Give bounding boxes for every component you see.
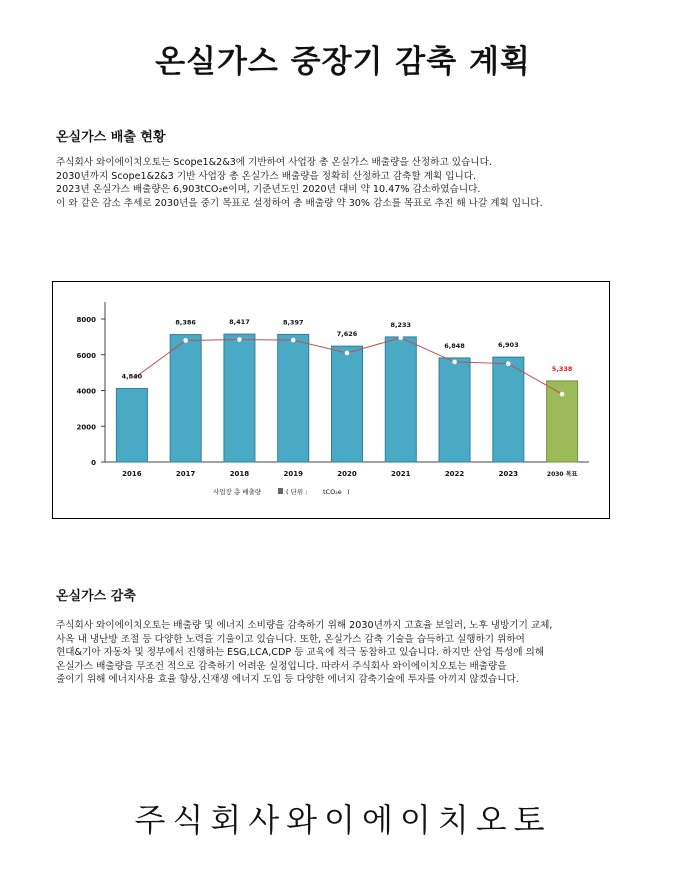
paragraph-line: 2030년까지 Scope1&2&3 기반 사업장 총 온실가스 배출량을 정확히 산정하고 감축할 계획 입니다. xyxy=(56,170,477,182)
bar xyxy=(116,388,147,462)
data-label: 5,338 xyxy=(551,364,573,373)
data-label: 6,848 xyxy=(444,341,465,350)
x-tick-label: 2021 xyxy=(391,470,411,478)
section-body-reduction xyxy=(56,619,616,687)
legend-label: 사업장 총 배출량 xyxy=(213,488,262,496)
data-label: 8,386 xyxy=(175,318,196,327)
paragraph-line: 사옥 내 냉난방 조절 등 다양한 노력을 기울이고 있습니다. 또한, 온실가스 감축 기술을 습득하고 실행하기 위하여 xyxy=(56,633,525,645)
bar xyxy=(385,337,416,462)
bar xyxy=(278,334,309,462)
paragraph-line: 주식회사 와이에이치오토는 Scope1&2&3에 기반하여 사업장 총 온실가스 배출량을 산정하고 있습니다. xyxy=(56,157,492,168)
emissions-chart xyxy=(52,281,610,519)
page-title: 온실가스 중장기 감축 계획 xyxy=(155,44,531,80)
bar xyxy=(170,335,201,462)
data-label: 8,417 xyxy=(229,318,250,327)
y-tick-label: 8000 xyxy=(76,316,96,324)
x-tick-label: 2023 xyxy=(498,470,519,478)
data-label: 8,233 xyxy=(390,320,412,329)
legend-swatch xyxy=(278,488,283,494)
trend-point xyxy=(453,360,457,364)
x-tick-label: 2017 xyxy=(175,470,196,478)
x-tick-label: 2019 xyxy=(283,470,303,478)
paragraph-line: 현대&기아 자동차 및 정부에서 진행하는 ESG,LCA,CDP 등 교육에 적극 동참하고 있습니다. 하지만 산업 특성에 의해 xyxy=(56,647,545,659)
bar xyxy=(224,334,255,462)
paragraph-line: 줄이기 위해 에너지사용 효율 향상,신재생 에너지 도입 등 다양한 에너지 감축기술에 투자를 아끼지 않겠습니다. xyxy=(56,674,519,686)
y-tick-label: 6000 xyxy=(76,351,96,360)
trend-point xyxy=(507,362,511,366)
x-tick-label: 2022 xyxy=(444,470,465,478)
paragraph-line: 2023년 온실가스 배출량은 6,903tCO₂e이며, 기준년도인 2020년 대비 약 10.47% 감소하였습니다. xyxy=(56,184,481,196)
y-tick-label: 4000 xyxy=(76,387,96,396)
x-tick-label: 2030 목표 xyxy=(546,471,578,478)
data-label: 6,903 xyxy=(498,341,519,350)
trend-point xyxy=(345,351,349,355)
legend-unit: tCO₂e xyxy=(323,488,342,496)
bar xyxy=(332,346,363,462)
company-name-footer: 주식회사와이에이치오토 xyxy=(134,801,552,839)
data-label: 7,626 xyxy=(336,330,358,339)
data-label: 4,840 xyxy=(121,372,143,381)
legend-unit-suffix: ) xyxy=(347,488,350,496)
trend-point xyxy=(291,338,295,342)
trend-point xyxy=(184,339,188,343)
x-tick-label: 2016 xyxy=(122,470,142,478)
x-tick-label: 2020 xyxy=(337,470,357,478)
trend-point xyxy=(238,338,242,342)
section-body-emissions xyxy=(56,156,616,210)
emissions-chart-svg xyxy=(53,282,611,520)
paragraph-line: 온실가스 배출량을 무조건 적으로 감축하기 어려운 실정입니다. 따라서 주식회사 와이에이치오토는 배출량을 xyxy=(56,660,507,672)
bar xyxy=(493,357,524,462)
legend-unit-prefix: ( 단위 : xyxy=(286,488,308,496)
bar xyxy=(439,358,470,462)
y-tick-label: 2000 xyxy=(76,423,96,432)
section-title-reduction: 온실가스 감축 xyxy=(56,589,136,604)
section-title-emissions: 온실가스 배출 현황 xyxy=(56,130,166,145)
trend-point xyxy=(560,392,564,396)
x-tick-label: 2018 xyxy=(229,470,250,478)
paragraph-line: 이 와 같은 감소 추세로 2030년을 중기 목표로 설정하여 총 배출량 약 30% 감소를 목표로 추진 해 나갈 계획 입니다. xyxy=(56,197,543,209)
paragraph-line: 주식회사 와이에이치오토는 배출량 및 에너지 소비량을 감축하기 위해 2030년까지 고효율 보일러, 노후 냉방기기 교체, xyxy=(56,620,553,631)
y-tick-label: 0 xyxy=(91,459,96,467)
trend-point xyxy=(399,336,403,340)
data-label: 8,397 xyxy=(282,318,304,327)
